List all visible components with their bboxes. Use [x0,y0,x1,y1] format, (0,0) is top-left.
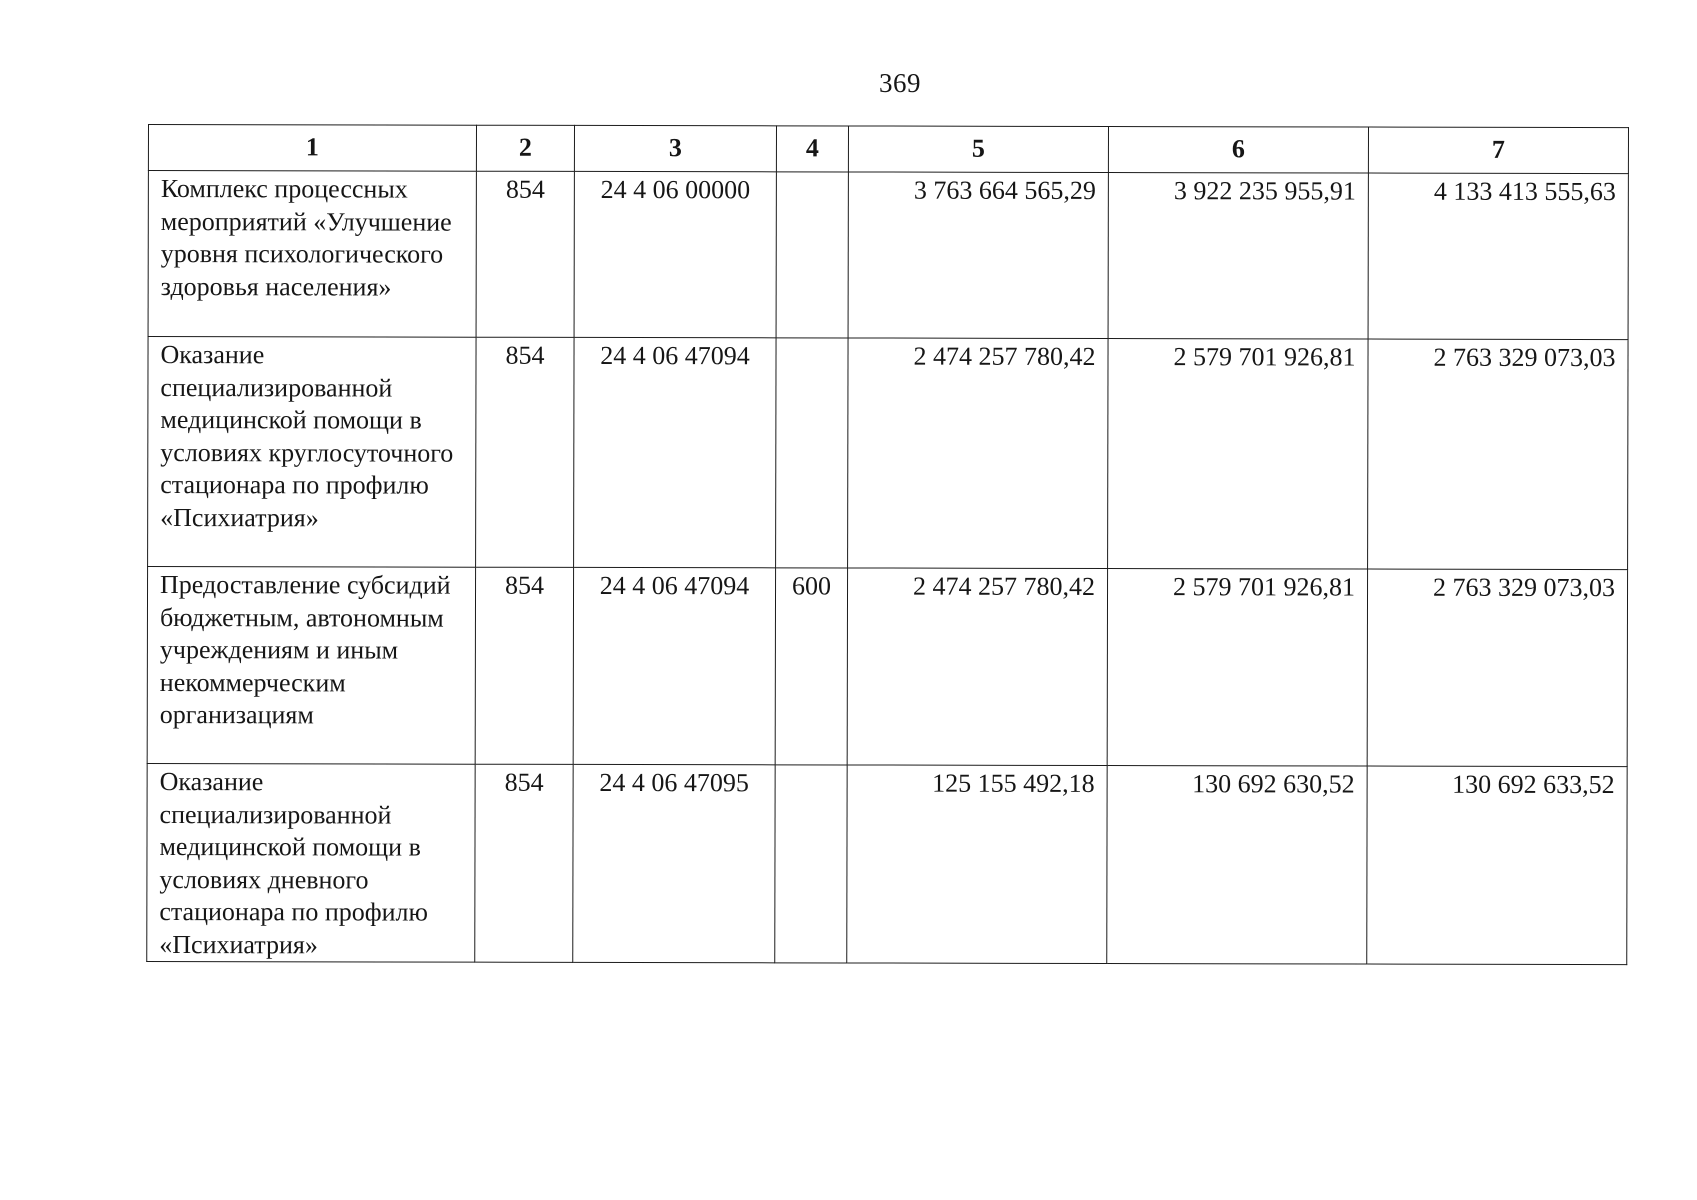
page-number: 369 [879,68,921,98]
ministry-code-cell: 854 [475,764,573,962]
column-header-2: 2 [476,125,574,171]
column-header-4: 4 [776,126,848,172]
expense-type-cell [775,765,847,963]
amount-col6-cell: 130 692 630,52 [1107,766,1367,965]
target-code-cell: 24 4 06 00000 [574,171,776,337]
expense-type-cell [776,338,848,568]
target-code-cell: 24 4 06 47094 [574,337,776,567]
column-header-7: 7 [1368,127,1628,174]
table-row [148,337,1628,570]
expense-type-cell: 600 [775,568,847,765]
expense-type-cell [776,172,848,338]
row-name-cell: Комплекс процессных мероприятий «Улучшение уровня психологического здоровья населения» [148,171,476,338]
amount-col7-cell: 4 133 413 555,63 [1368,173,1628,340]
amount-col5-cell: 3 763 664 565,29 [848,172,1108,339]
ministry-code-cell: 854 [475,567,573,764]
amount-col6-cell: 2 579 701 926,81 [1107,569,1367,767]
column-header-6: 6 [1108,127,1368,174]
amount-col7-cell: 2 763 329 073,03 [1367,569,1627,767]
column-header-1: 1 [148,125,476,172]
amount-col5-cell: 2 474 257 780,42 [847,568,1107,766]
target-code-cell: 24 4 06 47094 [573,567,775,764]
ministry-code-cell: 854 [476,171,574,337]
target-code-cell: 24 4 06 47095 [573,764,775,962]
table-row [148,171,1628,340]
column-header-3: 3 [574,125,776,171]
amount-col5-cell: 125 155 492,18 [847,765,1107,964]
amount-col6-cell: 2 579 701 926,81 [1108,339,1368,570]
column-header-5: 5 [848,126,1108,173]
table-row [147,567,1627,767]
table-header-row [148,125,1628,174]
row-name-cell: Оказание специализированной медицинской помощи в условиях дневного стационара по профилю «Психиатрия» [147,763,475,962]
table-row [147,763,1627,964]
ministry-code-cell: 854 [476,337,574,567]
amount-col7-cell: 130 692 633,52 [1367,766,1627,965]
row-name-cell: Оказание специализированной медицинской помощи в условиях круглосуточного стационара по профилю «Психиатрия» [148,337,476,568]
amount-col7-cell: 2 763 329 073,03 [1368,339,1628,570]
budget-table [146,124,1629,965]
amount-col6-cell: 3 922 235 955,91 [1108,173,1368,340]
amount-col5-cell: 2 474 257 780,42 [848,338,1108,569]
row-name-cell: Предоставление субсидий бюджетным, автономным учреждениям и иным некоммерческим организациям [147,567,475,765]
